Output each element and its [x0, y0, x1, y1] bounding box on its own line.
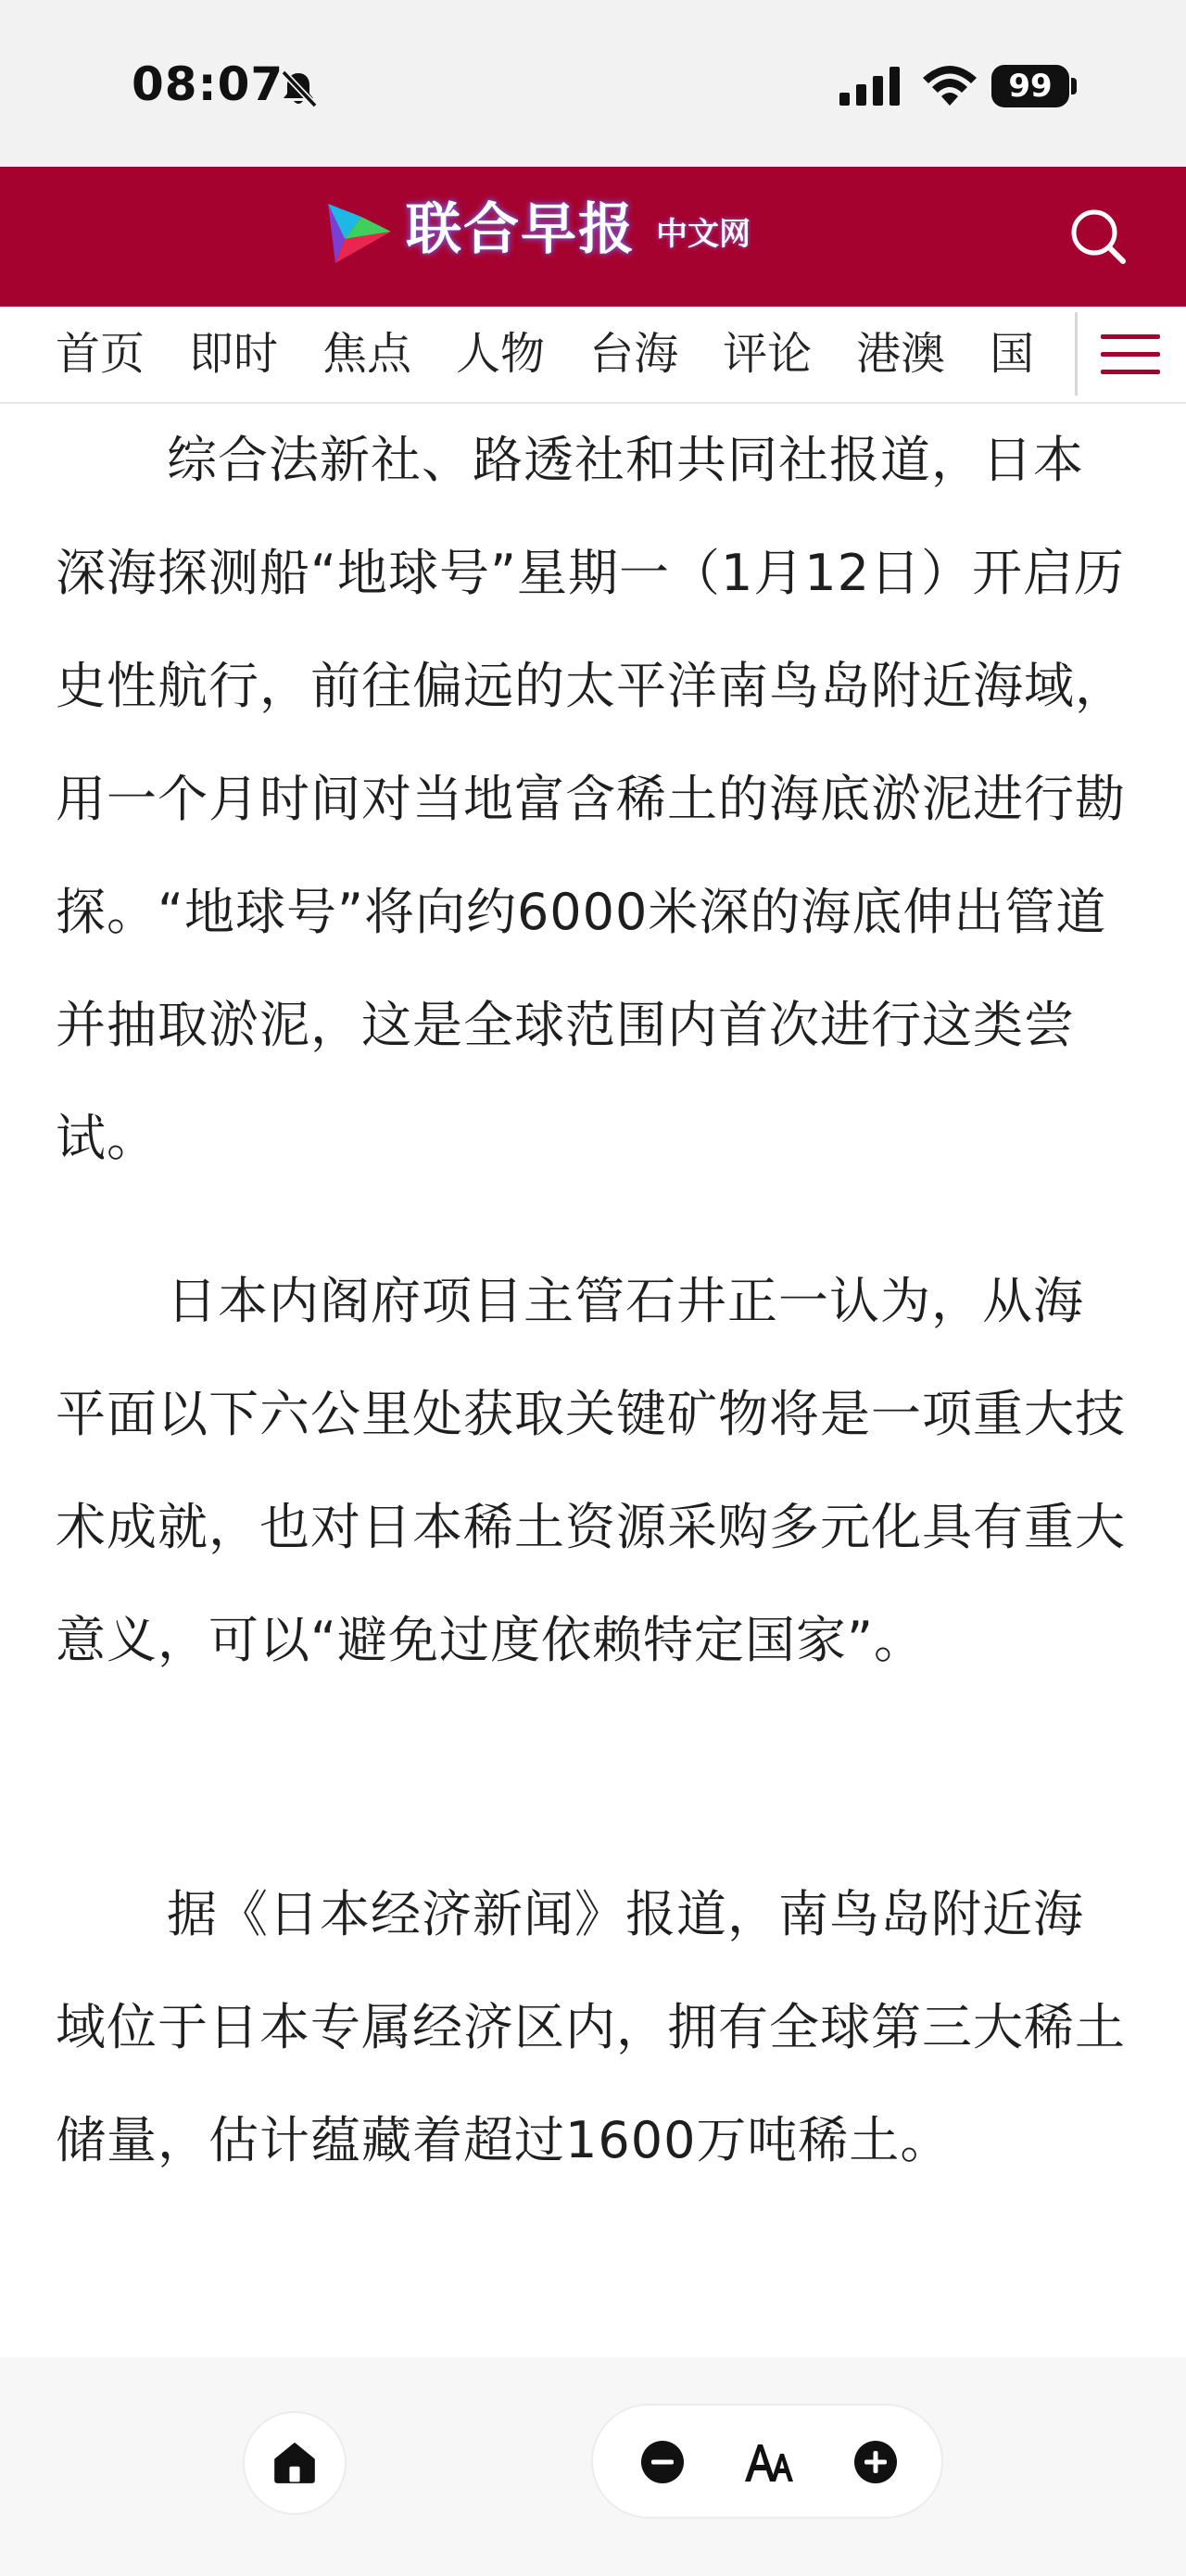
font-size-controls: [591, 2404, 943, 2519]
cellular-signal-icon: [839, 67, 901, 106]
nav-item-commentary[interactable]: 评论: [723, 328, 813, 380]
battery-icon: [991, 65, 1077, 107]
nav-item-home[interactable]: 首页: [56, 328, 145, 380]
plus-circle-icon[interactable]: [852, 2439, 899, 2485]
home-icon: [271, 2439, 319, 2487]
article-body: [56, 404, 1130, 2349]
nav-item-realtime[interactable]: 即时: [189, 328, 279, 380]
article-paragraph: 日本内阁府项目主管石井正一认为，从海平面以下六公里处获取关键矿物将是一项重大技术成就，也对日本稀土资源采购多元化具有重大意义，可以“避免过度依赖特定国家”。: [56, 1272, 1126, 1669]
battery-cap: [1071, 78, 1077, 94]
play-logo-icon: [324, 198, 395, 269]
status-time: 08:07: [132, 57, 284, 111]
hamburger-menu-icon[interactable]: [1101, 334, 1160, 375]
category-nav: [0, 307, 1186, 404]
site-header: [0, 167, 1186, 307]
battery-level: 99: [991, 65, 1069, 107]
nav-item-focus[interactable]: 焦点: [322, 328, 412, 380]
search-icon[interactable]: [1067, 206, 1129, 267]
article-paragraph: 综合法新社、路透社和共同社报道，日本深海探测船“地球号”星期一（1月12日）开启历史性航行，前往偏远的太平洋南鸟岛附近海域，用一个月时间对当地富含稀土的海底淤泥进行勘探。“地球号”将向约6000米深的海底伸出管道并抽取淤泥，这是全球范围内首次进行这类尝试。: [56, 431, 1126, 1167]
logo-title: 联合早报: [406, 197, 636, 262]
article-paragraph: 据《日本经济新闻》报道，南鸟岛附近海域位于日本专属经济区内，拥有全球第三大稀土储量，估计蕴藏着超过1600万吨稀土。: [56, 1885, 1126, 2169]
nav-divider: [1075, 312, 1078, 396]
font-size-icon[interactable]: [743, 2439, 795, 2485]
minus-circle-icon[interactable]: [639, 2439, 686, 2485]
nav-item-hk-macau[interactable]: 港澳: [856, 328, 946, 380]
logo-subtitle: 中文网: [656, 216, 751, 253]
nav-item-international[interactable]: 国: [990, 328, 1035, 380]
site-logo[interactable]: [324, 187, 769, 280]
bottom-toolbar: [0, 2357, 1186, 2576]
nav-item-taiwan-strait[interactable]: 台海: [589, 328, 679, 380]
wifi-icon: [921, 63, 978, 107]
status-bar: [0, 0, 1186, 167]
bell-slash-icon: [278, 69, 319, 109]
home-button[interactable]: [243, 2411, 347, 2515]
nav-item-people[interactable]: 人物: [456, 328, 546, 380]
nav-items: [56, 307, 1075, 402]
